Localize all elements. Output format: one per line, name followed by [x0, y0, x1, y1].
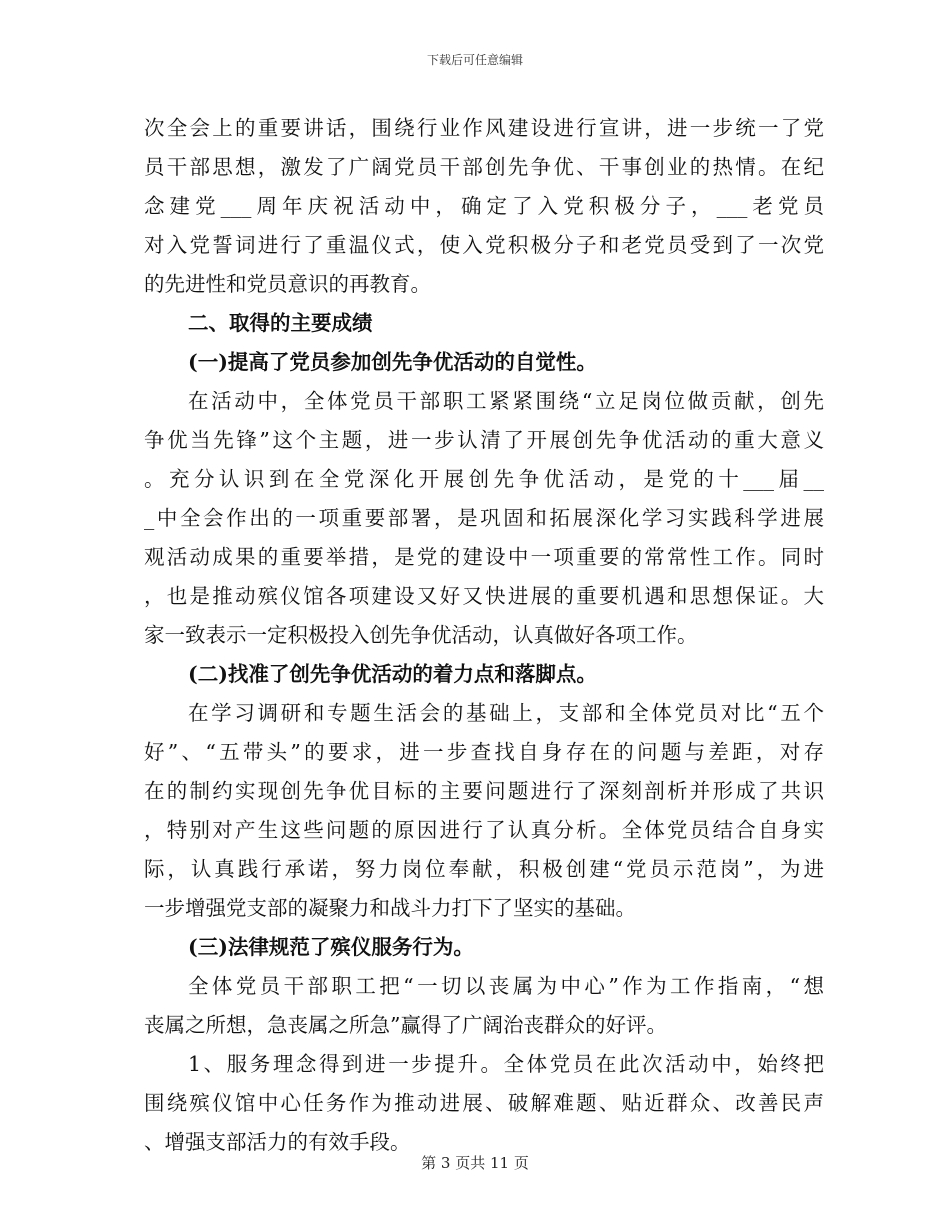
text-line: 家一致表示一定积极投入创先争优活动，认真做好各项工作。	[144, 623, 698, 647]
text-line: 次全会上的重要讲话，围绕行业作风建设进行宣讲，进一步统一了党	[144, 116, 824, 140]
subsection-heading: (一)提高了党员参加创先争优活动的自觉性。	[188, 350, 597, 374]
text-line: 好”、“五带头”的要求，进一步查找自身存在的问题与差距，对存	[144, 740, 824, 764]
subsection-heading: (二)找准了创先争优活动的着力点和落脚点。	[188, 662, 597, 686]
text-line: 争优当先锋”这个主题，进一步认清了开展创先争优活动的重大意义	[144, 428, 824, 452]
text-line: 员干部思想，激发了广阔党员干部创先争优、干事创业的热情。在纪	[144, 155, 824, 179]
text-line: 全体党员干部职工把“一切以丧属为中心”作为工作指南，“想	[188, 974, 824, 998]
text-line: 的先进性和党员意识的再教育。	[144, 272, 431, 296]
text-line: 在活动中，全体党员干部职工紧紧围绕“立足岗位做贡献，创先	[188, 389, 824, 413]
text-line: _中全会作出的一项重要部署，是巩固和拓展深化学习实践科学进展	[144, 506, 824, 530]
text-line: 一步增强党支部的凝聚力和战斗力打下了坚实的基础。	[144, 896, 636, 920]
text-line: 1、服务理念得到进一步提升。全体党员在此次活动中，始终把	[188, 1052, 824, 1076]
text-line: 际，认真践行承诺，努力岗位奉献，积极创建“党员示范岗”，为进	[144, 857, 824, 881]
text-line: 在的制约实现创先争优目标的主要问题进行了深刻剖析并形成了共识	[144, 779, 824, 803]
text-line: 围绕殡仪馆中心任务作为推动进展、破解难题、贴近群众、改善民声	[144, 1091, 824, 1115]
page-footer: 第 3 页共 11 页	[421, 1154, 529, 1172]
text-line: 在学习调研和专题生活会的基础上，支部和全体党员对比“五个	[188, 701, 824, 725]
page-header: 下载后可任意编辑	[426, 53, 523, 67]
text-line: ，特别对产生这些问题的原因进行了认真分析。全体党员结合自身实	[144, 818, 824, 842]
subsection-heading: (三)法律规范了殡仪服务行为。	[188, 935, 474, 959]
text-line: 丧属之所想，急丧属之所急”赢得了广阔治丧群众的好评。	[144, 1013, 667, 1037]
text-line: ，也是推动殡仪馆各项建设又好又快进展的重要机遇和思想保证。大	[144, 584, 824, 608]
text-line: 观活动成果的重要举措，是党的建设中一项重要的常常性工作。同时	[144, 545, 824, 569]
section-heading: 二、取得的主要成绩	[188, 311, 373, 335]
text-line: 对入党誓词进行了重温仪式，使入党积极分子和老党员受到了一次党	[144, 233, 824, 257]
text-line: 。充分认识到在全党深化开展创先争优活动，是党的十___届__	[144, 467, 824, 491]
text-line: 、增强支部活力的有效手段。	[144, 1130, 411, 1154]
text-line: 念建党___周年庆祝活动中，确定了入党积极分子，___老党员	[144, 194, 824, 218]
